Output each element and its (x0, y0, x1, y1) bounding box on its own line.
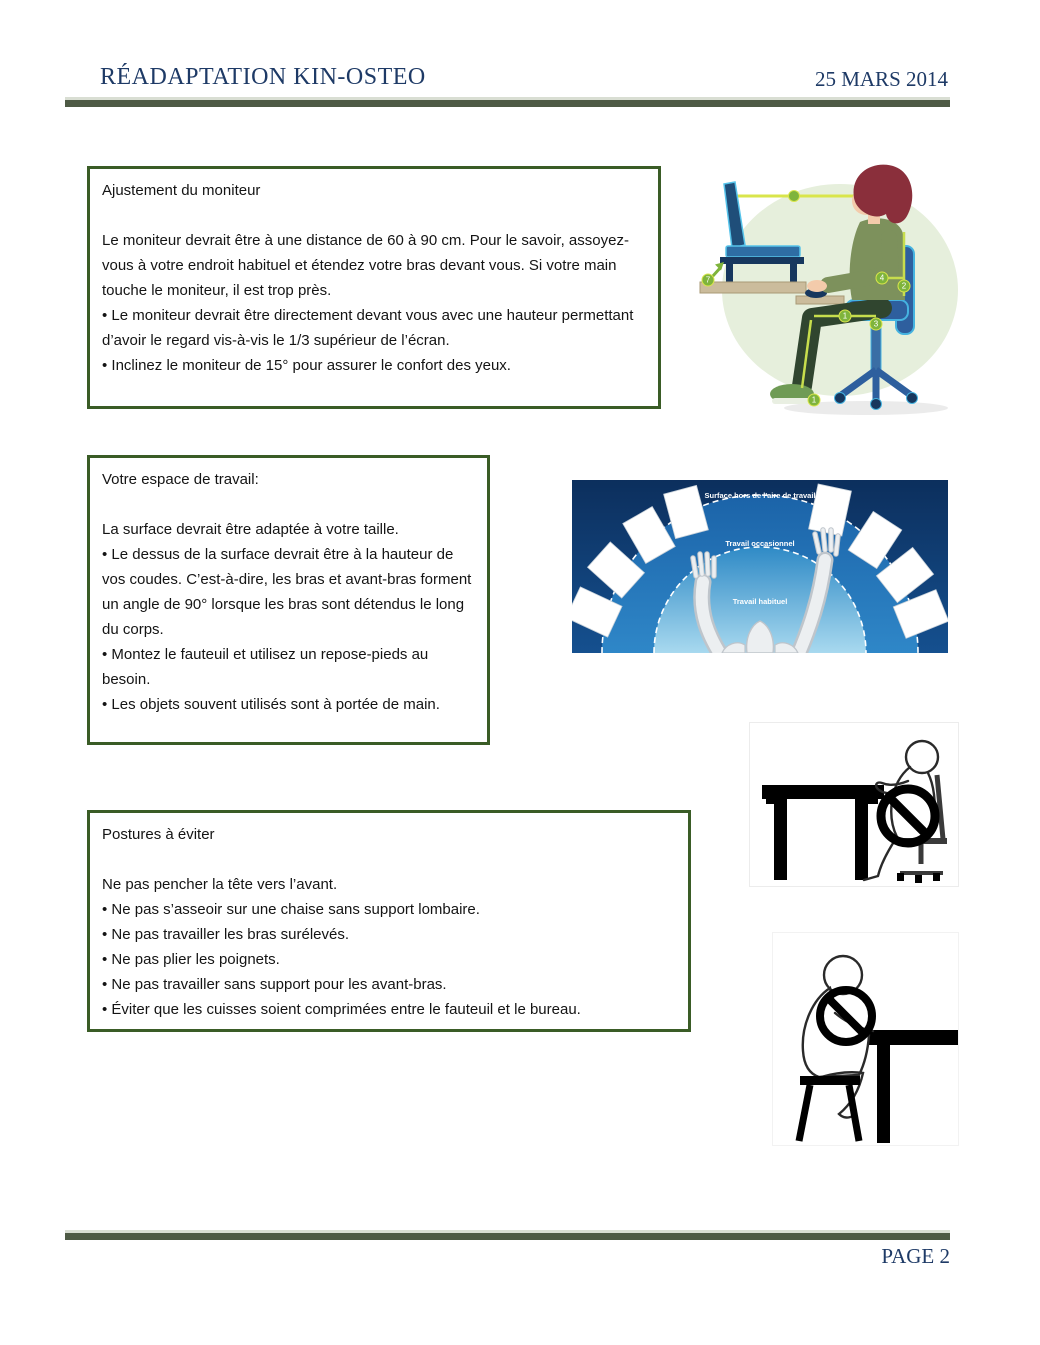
box-bullet: • Ne pas plier les poignets. (102, 951, 280, 968)
box-bullet: • Inclinez le moniteur de 15° pour assurer le confort des yeux. (102, 357, 511, 374)
laptop-base (726, 246, 800, 257)
box-bullet: • Ne pas travailler sans support pour les avant-bras. (102, 976, 447, 993)
bad-posture-1-svg (750, 723, 958, 886)
newsletter-title: RÉADAPTATION KIN-OSTEO (100, 64, 426, 90)
stool (799, 1076, 860, 1141)
box-bullet: • Les objets souvent utilisés sont à portée de main. (102, 696, 440, 713)
badge-hip-number: 3 (873, 319, 879, 329)
header-rule (65, 97, 950, 107)
chair-wheel (835, 393, 846, 404)
badge-thigh-number: 1 (842, 311, 848, 321)
ergonomic-sitting-illustration (690, 158, 975, 420)
box-bullet: • Le moniteur devrait être directement devant vous avec une hauteur permettant d’avoir le regard vis-à-vis le 1/3 supérieur de l’écran. (102, 307, 634, 349)
box-bullet: • Ne pas travailler les bras surélevés. (102, 926, 350, 943)
footer-rule (65, 1230, 950, 1240)
no-symbol (881, 789, 935, 843)
box-paragraph: Le moniteur devrait être à une distance de 60 à 90 cm. Pour le savoir, assoyez-vous à votre endroit habituel et étendez votre bras devant vous. Si votre main touche le moniteur, il est trop près. (102, 232, 629, 299)
bad-posture-stool-illustration (772, 932, 959, 1146)
text-box-postures-to-avoid (87, 810, 691, 1032)
chair-wheel (871, 399, 882, 410)
chair-wheel (907, 393, 918, 404)
box-bullet: • Le dessus de la surface devrait être à la hauteur de vos coudes. C’est-à-dire, les bras et avant-bras forment un angle de 90° lorsque les bras sont détendus le long du corps. (102, 546, 472, 638)
reach-zones-svg (572, 480, 948, 653)
text-box-workspace (87, 455, 490, 745)
bad-posture-2-svg (773, 933, 958, 1145)
bad-posture-no-lumbar-illustration (749, 722, 959, 887)
badge-stand-number: 7 (705, 275, 711, 285)
laptop-screen (724, 182, 745, 248)
zone-middle-label: Travail occasionnel (725, 539, 795, 548)
badge-back-number: 2 (901, 281, 907, 291)
eye-level-marker (789, 191, 800, 202)
box-bullet: • Éviter que les cuisses soient comprimées entre le fauteuil et le bureau. (102, 1001, 581, 1018)
desk (867, 1030, 958, 1143)
box-title: Ajustement du moniteur (102, 182, 261, 199)
badge-foot-number: 1 (811, 395, 817, 405)
ergonomic-sitting-svg (690, 158, 975, 420)
desk-shelf (700, 282, 806, 293)
laptop-riser-top (720, 257, 804, 264)
box-paragraph: Ne pas pencher la tête vers l’avant. (102, 876, 338, 893)
page-number-label: PAGE 2 (881, 1244, 950, 1268)
box-paragraph: La surface devrait être adaptée à votre taille. (102, 521, 399, 538)
zone-outer-label: Surface hors de l'aire de travail (704, 491, 816, 500)
badge-elbow-number: 4 (879, 273, 885, 283)
box-bullet: • Montez le fauteuil et utilisez un repose-pieds au besoin. (102, 646, 429, 688)
table (762, 785, 884, 880)
person-hand (807, 280, 827, 292)
box-bullet: • Ne pas s’asseoir sur une chaise sans support lombaire. (102, 901, 480, 918)
box-title: Votre espace de travail: (102, 471, 259, 488)
riser-leg-right (790, 264, 797, 283)
text-box-monitor-adjustment (87, 166, 661, 409)
box-title: Postures à éviter (102, 826, 215, 843)
reach-zones-diagram (572, 480, 948, 653)
riser-leg-left (726, 264, 733, 283)
newsletter-date: 25 MARS 2014 (814, 67, 948, 91)
zone-inner-label: Travail habituel (732, 597, 788, 606)
